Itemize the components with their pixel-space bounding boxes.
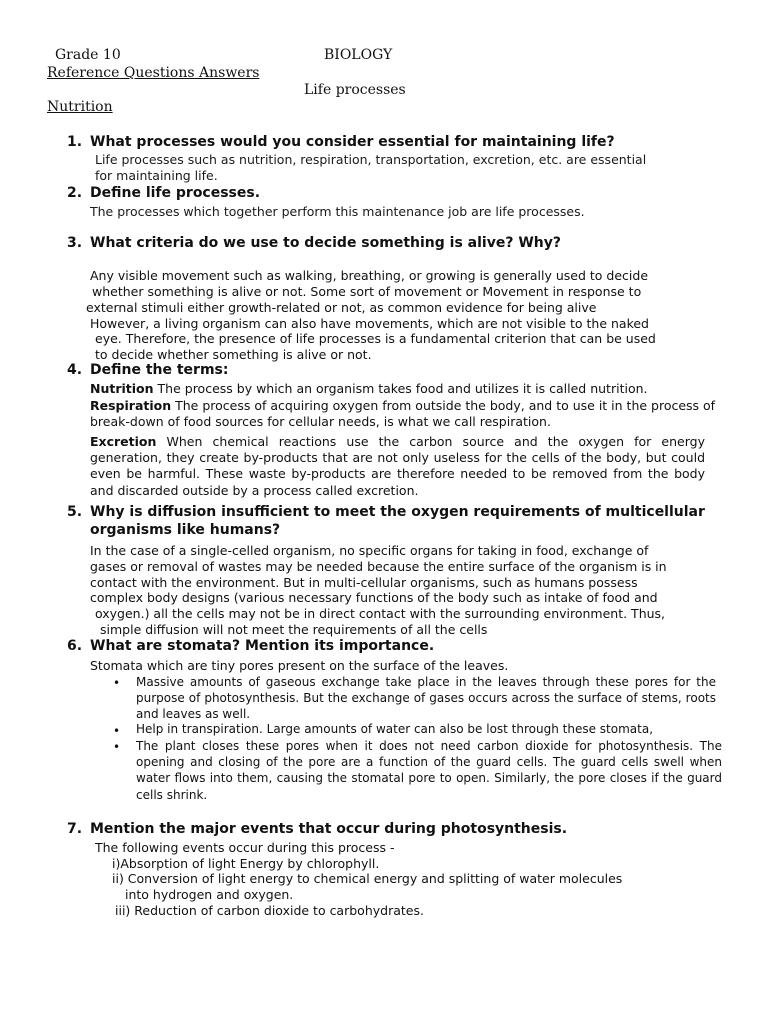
answer-1-line-2: for maintaining life. bbox=[95, 168, 218, 183]
answer-5-line-3: contact with the environment. But in multi-cellular organisms, such as humans possess bbox=[90, 575, 638, 590]
answer-3-line-4: However, a living organism can also have movements, which are not visible to the naked bbox=[90, 316, 649, 331]
section-heading: Nutrition bbox=[47, 99, 113, 115]
question-number: 7. bbox=[67, 821, 83, 837]
answer-5-line-2: gases or removal of wastes may be needed because the entire surface of the organism is in bbox=[90, 559, 667, 574]
definition-excretion bbox=[90, 434, 705, 499]
term-excretion: Excretion bbox=[90, 434, 157, 449]
question-text: Mention the major events that occur during photosynthesis. bbox=[90, 821, 568, 837]
event-2-continued: into hydrogen and oxygen. bbox=[125, 887, 294, 902]
question-5-line-2: organisms like humans? bbox=[90, 522, 281, 538]
question-text: What are stomata? Mention its importance. bbox=[90, 638, 435, 654]
question-number: 1. bbox=[67, 134, 83, 150]
question-3 bbox=[67, 235, 561, 251]
question-text: Define the terms: bbox=[90, 362, 229, 378]
answer-5-line-6: simple diffusion will not meet the requirements of all the cells bbox=[100, 622, 488, 637]
question-5 bbox=[67, 504, 705, 520]
question-text: Why is diffusion insufficient to meet the oxygen requirements of multicellular bbox=[90, 504, 705, 520]
answer-1-line-1: Life processes such as nutrition, respiration, transportation, excretion, etc. are essential bbox=[95, 152, 647, 167]
event-3: iii) Reduction of carbon dioxide to carbohydrates. bbox=[115, 903, 424, 918]
answer-5-line-4: complex body designs (various necessary functions of the body such as intake of food and bbox=[90, 590, 658, 605]
event-2: ii) Conversion of light energy to chemical energy and splitting of water molecules bbox=[112, 871, 623, 886]
question-4 bbox=[67, 362, 228, 378]
document-title: Reference Questions Answers bbox=[47, 65, 260, 81]
definition-respiration-line-2: break-down of food sources for cellular needs, is what we call respiration. bbox=[90, 414, 551, 429]
question-7 bbox=[67, 821, 567, 837]
question-number: 6. bbox=[67, 638, 83, 654]
event-1: i)Absorption of light Energy by chlorophyll. bbox=[112, 856, 380, 871]
answer-3-line-6: to decide whether something is alive or not. bbox=[95, 347, 372, 362]
question-number: 3. bbox=[67, 235, 83, 251]
bullet-icon: • bbox=[113, 724, 121, 738]
question-number: 2. bbox=[67, 185, 83, 201]
chapter-title: Life processes bbox=[304, 82, 406, 98]
question-text: What criteria do we use to decide something is alive? Why? bbox=[90, 235, 561, 251]
term-nutrition: Nutrition bbox=[90, 381, 154, 396]
stomata-bullet-1: Massive amounts of gaseous exchange take place in the leaves through these pores for the purpose of photosynthesis. But the exchange of gases occurs across the surface of stems, roots and leaves as well. bbox=[136, 675, 716, 722]
question-number: 4. bbox=[67, 362, 83, 378]
answer-3-line-1: Any visible movement such as walking, breathing, or growing is generally used to decide bbox=[90, 268, 649, 283]
question-number: 5. bbox=[67, 504, 83, 520]
term-respiration: Respiration bbox=[90, 398, 172, 413]
question-1 bbox=[67, 134, 615, 150]
question-2 bbox=[67, 185, 260, 201]
answer-6-intro: Stomata which are tiny pores present on the surface of the leaves. bbox=[90, 658, 509, 673]
grade-label: Grade 10 bbox=[55, 47, 121, 63]
answer-7-intro: The following events occur during this process - bbox=[95, 840, 395, 855]
definition-respiration bbox=[90, 398, 715, 413]
bullet-icon: • bbox=[113, 676, 121, 690]
answer-3-line-5: eye. Therefore, the presence of life processes is a fundamental criterion that can be used bbox=[95, 331, 656, 346]
answer-5-line-5: oxygen.) all the cells may not be in direct contact with the surrounding environment. Thus, bbox=[95, 606, 666, 621]
stomata-bullet-2: Help in transpiration. Large amounts of water can also be lost through these stomata, bbox=[136, 722, 654, 736]
answer-2-line-1: The processes which together perform this maintenance job are life processes. bbox=[90, 204, 585, 219]
definition-text: When chemical reactions use the carbon source and the oxygen for energy generation, they create by-products that are not only useless for the cells of the body, but could even be harmful. These waste by-products are therefore needed to be removed from the body and discarded outside by a process called excretion. bbox=[90, 434, 705, 498]
question-6 bbox=[67, 638, 434, 654]
definition-text: The process of acquiring oxygen from outside the body, and to use it in the process of bbox=[175, 398, 716, 413]
answer-3-line-3: external stimuli either growth-related or not, as common evidence for being alive bbox=[86, 300, 597, 315]
definition-nutrition bbox=[90, 381, 648, 396]
question-text: What processes would you consider essential for maintaining life? bbox=[90, 134, 615, 150]
bullet-icon: • bbox=[113, 740, 121, 754]
subject-label: BIOLOGY bbox=[324, 47, 393, 63]
answer-5-line-1: In the case of a single-celled organism, no specific organs for taking in food, exchange of bbox=[90, 543, 649, 558]
definition-text: The process by which an organism takes food and utilizes it is called nutrition. bbox=[157, 381, 648, 396]
answer-3-line-2: whether something is alive or not. Some sort of movement or Movement in response to bbox=[92, 284, 642, 299]
question-text: Define life processes. bbox=[90, 185, 261, 201]
stomata-bullet-3: The plant closes these pores when it does not need carbon dioxide for photosynthesis. The opening and closing of the pore are a function of the guard cells. The guard cells swell when water flows into them, causing the stomatal pore to open. Similarly, the pore closes if the guard cells shrink. bbox=[136, 739, 722, 802]
